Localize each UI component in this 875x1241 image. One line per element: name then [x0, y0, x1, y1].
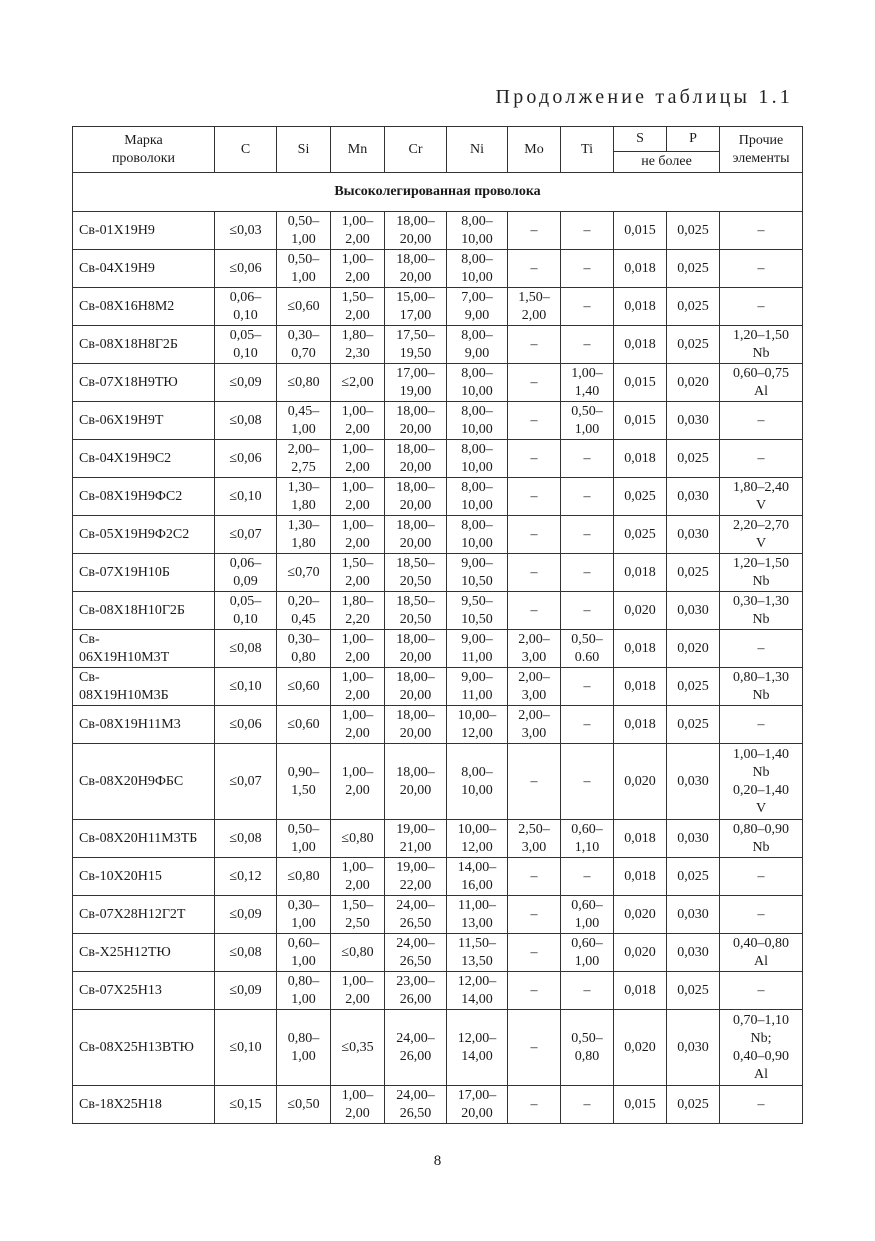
- cell-si: 0,30– 0,80: [277, 630, 331, 668]
- cell-cr: 18,00– 20,00: [385, 516, 447, 554]
- table-row: [73, 630, 803, 668]
- header-p: P: [667, 127, 720, 152]
- cell-other: 1,20–1,50 Nb: [720, 326, 803, 364]
- cell-s: 0,020: [614, 934, 667, 972]
- cell-si: 0,50– 1,00: [277, 820, 331, 858]
- cell-ti: –: [561, 440, 614, 478]
- table-row: [73, 516, 803, 554]
- cell-c: 0,06– 0,09: [215, 554, 277, 592]
- table-row: [73, 668, 803, 706]
- header-ti: Ti: [561, 127, 614, 173]
- cell-mn: 1,00– 2,00: [331, 250, 385, 288]
- cell-other: –: [720, 630, 803, 668]
- table-row: [73, 478, 803, 516]
- cell-p: 0,030: [667, 478, 720, 516]
- cell-cr: 19,00– 21,00: [385, 820, 447, 858]
- cell-si: 1,30– 1,80: [277, 516, 331, 554]
- cell-si: 1,30– 1,80: [277, 478, 331, 516]
- cell-mo: –: [508, 250, 561, 288]
- cell-p: 0,030: [667, 516, 720, 554]
- cell-c: ≤0,06: [215, 440, 277, 478]
- cell-ni: 17,00– 20,00: [447, 1086, 508, 1124]
- cell-ti: –: [561, 326, 614, 364]
- table-row: [73, 554, 803, 592]
- cell-si: 0,50– 1,00: [277, 212, 331, 250]
- cell-s: 0,020: [614, 896, 667, 934]
- cell-si: ≤0,80: [277, 858, 331, 896]
- composition-table: [72, 126, 803, 1124]
- cell-cr: 24,00– 26,00: [385, 1010, 447, 1086]
- header-s: S: [614, 127, 667, 152]
- cell-mark: Св-05Х19Н9Ф2С2: [73, 516, 215, 554]
- cell-mo: 1,50– 2,00: [508, 288, 561, 326]
- cell-ni: 9,50– 10,50: [447, 592, 508, 630]
- cell-c: ≤0,08: [215, 934, 277, 972]
- cell-other: –: [720, 440, 803, 478]
- cell-other: 1,20–1,50 Nb: [720, 554, 803, 592]
- cell-p: 0,025: [667, 212, 720, 250]
- cell-ti: –: [561, 288, 614, 326]
- cell-mark: Св-08Х19Н9ФС2: [73, 478, 215, 516]
- cell-c: ≤0,15: [215, 1086, 277, 1124]
- cell-cr: 23,00– 26,00: [385, 972, 447, 1010]
- cell-p: 0,020: [667, 630, 720, 668]
- cell-cr: 18,00– 20,00: [385, 402, 447, 440]
- cell-s: 0,018: [614, 820, 667, 858]
- cell-mo: –: [508, 212, 561, 250]
- cell-ni: 9,00– 11,00: [447, 668, 508, 706]
- cell-mark: Св-01Х19Н9: [73, 212, 215, 250]
- cell-mn: 1,00– 2,00: [331, 858, 385, 896]
- cell-mo: –: [508, 744, 561, 820]
- cell-mark: Св-18Х25Н18: [73, 1086, 215, 1124]
- cell-s: 0,020: [614, 1010, 667, 1086]
- cell-cr: 18,00– 20,00: [385, 630, 447, 668]
- cell-mo: –: [508, 934, 561, 972]
- cell-mn: 1,50– 2,00: [331, 288, 385, 326]
- cell-ti: –: [561, 554, 614, 592]
- cell-p: 0,030: [667, 402, 720, 440]
- cell-cr: 24,00– 26,50: [385, 1086, 447, 1124]
- cell-cr: 18,00– 20,00: [385, 212, 447, 250]
- cell-s: 0,020: [614, 592, 667, 630]
- cell-c: ≤0,12: [215, 858, 277, 896]
- cell-mo: –: [508, 896, 561, 934]
- cell-si: ≤0,60: [277, 668, 331, 706]
- cell-mn: 1,00– 2,00: [331, 440, 385, 478]
- cell-c: ≤0,09: [215, 364, 277, 402]
- cell-si: ≤0,60: [277, 706, 331, 744]
- cell-p: 0,030: [667, 1010, 720, 1086]
- cell-mo: –: [508, 972, 561, 1010]
- cell-si: 0,80– 1,00: [277, 1010, 331, 1086]
- header-mark: Марка проволоки: [73, 127, 215, 173]
- table-row: [73, 744, 803, 820]
- cell-p: 0,030: [667, 820, 720, 858]
- cell-si: 0,30– 0,70: [277, 326, 331, 364]
- cell-other: –: [720, 858, 803, 896]
- cell-ni: 9,00– 11,00: [447, 630, 508, 668]
- cell-ti: –: [561, 250, 614, 288]
- cell-ti: –: [561, 212, 614, 250]
- cell-p: 0,025: [667, 250, 720, 288]
- cell-cr: 24,00– 26,50: [385, 934, 447, 972]
- cell-si: 0,30– 1,00: [277, 896, 331, 934]
- cell-ni: 7,00– 9,00: [447, 288, 508, 326]
- cell-mo: –: [508, 1086, 561, 1124]
- table-row: [73, 326, 803, 364]
- cell-mark: Св-08Х16Н8М2: [73, 288, 215, 326]
- cell-cr: 18,00– 20,00: [385, 706, 447, 744]
- cell-ti: 0,50– 0.60: [561, 630, 614, 668]
- cell-other: –: [720, 212, 803, 250]
- cell-other: 0,80–1,30 Nb: [720, 668, 803, 706]
- cell-s: 0,025: [614, 478, 667, 516]
- table-row: [73, 250, 803, 288]
- cell-p: 0,025: [667, 858, 720, 896]
- cell-p: 0,025: [667, 554, 720, 592]
- cell-p: 0,025: [667, 706, 720, 744]
- cell-ti: 0,50– 0,80: [561, 1010, 614, 1086]
- cell-other: –: [720, 288, 803, 326]
- cell-ti: –: [561, 592, 614, 630]
- cell-mark: Св-07Х28Н12Г2Т: [73, 896, 215, 934]
- cell-other: –: [720, 1086, 803, 1124]
- cell-mo: 2,50– 3,00: [508, 820, 561, 858]
- cell-s: 0,020: [614, 744, 667, 820]
- cell-mark: Св-04Х19Н9С2: [73, 440, 215, 478]
- cell-mo: –: [508, 402, 561, 440]
- cell-mn: 1,80– 2,20: [331, 592, 385, 630]
- cell-c: 0,06– 0,10: [215, 288, 277, 326]
- cell-ni: 8,00– 10,00: [447, 478, 508, 516]
- cell-mark: Св-10Х20Н15: [73, 858, 215, 896]
- cell-c: ≤0,08: [215, 402, 277, 440]
- cell-mark: Св-08Х20Н11М3ТБ: [73, 820, 215, 858]
- cell-mn: 1,00– 2,00: [331, 1086, 385, 1124]
- cell-s: 0,015: [614, 402, 667, 440]
- cell-c: ≤0,08: [215, 820, 277, 858]
- cell-s: 0,015: [614, 364, 667, 402]
- cell-other: –: [720, 972, 803, 1010]
- table-row: [73, 706, 803, 744]
- cell-mo: –: [508, 554, 561, 592]
- cell-other: 0,30–1,30 Nb: [720, 592, 803, 630]
- cell-c: ≤0,07: [215, 516, 277, 554]
- cell-other: 0,70–1,10 Nb; 0,40–0,90 Al: [720, 1010, 803, 1086]
- cell-ni: 8,00– 10,00: [447, 440, 508, 478]
- header-other: Прочие элементы: [720, 127, 803, 173]
- section-title: Высоколегированная проволока: [73, 173, 803, 212]
- cell-ni: 12,00– 14,00: [447, 972, 508, 1010]
- cell-cr: 18,50– 20,50: [385, 592, 447, 630]
- cell-ni: 8,00– 10,00: [447, 212, 508, 250]
- cell-si: ≤0,60: [277, 288, 331, 326]
- cell-other: 0,40–0,80 Al: [720, 934, 803, 972]
- cell-si: ≤0,50: [277, 1086, 331, 1124]
- cell-s: 0,018: [614, 972, 667, 1010]
- cell-mn: 1,00– 2,00: [331, 402, 385, 440]
- cell-si: 0,60– 1,00: [277, 934, 331, 972]
- cell-mo: –: [508, 440, 561, 478]
- cell-other: 0,60–0,75 Al: [720, 364, 803, 402]
- cell-c: ≤0,09: [215, 972, 277, 1010]
- cell-mn: 1,00– 2,00: [331, 478, 385, 516]
- cell-cr: 18,50– 20,50: [385, 554, 447, 592]
- cell-other: –: [720, 896, 803, 934]
- cell-mo: –: [508, 592, 561, 630]
- cell-cr: 18,00– 20,00: [385, 478, 447, 516]
- cell-s: 0,015: [614, 1086, 667, 1124]
- cell-p: 0,030: [667, 744, 720, 820]
- cell-mn: 1,50– 2,00: [331, 554, 385, 592]
- cell-c: 0,05– 0,10: [215, 592, 277, 630]
- cell-mn: 1,00– 2,00: [331, 668, 385, 706]
- cell-s: 0,018: [614, 858, 667, 896]
- cell-mark: Св-07Х25Н13: [73, 972, 215, 1010]
- cell-mark: Св-04Х19Н9: [73, 250, 215, 288]
- table-row: [73, 212, 803, 250]
- cell-mo: –: [508, 1010, 561, 1086]
- cell-s: 0,025: [614, 516, 667, 554]
- table-row: [73, 402, 803, 440]
- cell-ni: 8,00– 10,00: [447, 250, 508, 288]
- cell-cr: 15,00– 17,00: [385, 288, 447, 326]
- cell-ni: 11,00– 13,00: [447, 896, 508, 934]
- cell-s: 0,018: [614, 554, 667, 592]
- table-row: [73, 288, 803, 326]
- cell-p: 0,030: [667, 934, 720, 972]
- table-caption: Продолжение таблицы 1.1: [495, 86, 793, 108]
- cell-ni: 11,50– 13,50: [447, 934, 508, 972]
- cell-mo: –: [508, 516, 561, 554]
- cell-ti: 0,60– 1,10: [561, 820, 614, 858]
- cell-cr: 17,00– 19,00: [385, 364, 447, 402]
- cell-cr: 18,00– 20,00: [385, 668, 447, 706]
- cell-mo: –: [508, 364, 561, 402]
- cell-mark: Св-07Х18Н9ТЮ: [73, 364, 215, 402]
- header-cr: Cr: [385, 127, 447, 173]
- header-mo: Mo: [508, 127, 561, 173]
- cell-ti: –: [561, 478, 614, 516]
- cell-c: ≤0,08: [215, 630, 277, 668]
- cell-c: 0,05– 0,10: [215, 326, 277, 364]
- table-row: [73, 820, 803, 858]
- cell-si: 0,80– 1,00: [277, 972, 331, 1010]
- cell-mn: 1,50– 2,50: [331, 896, 385, 934]
- cell-other: 0,80–0,90 Nb: [720, 820, 803, 858]
- cell-p: 0,025: [667, 668, 720, 706]
- cell-ni: 8,00– 10,00: [447, 744, 508, 820]
- cell-mark: Св-08Х18Н10Г2Б: [73, 592, 215, 630]
- cell-mark: Св-08Х18Н8Г2Б: [73, 326, 215, 364]
- cell-ni: 8,00– 9,00: [447, 326, 508, 364]
- cell-mn: 1,80– 2,30: [331, 326, 385, 364]
- cell-s: 0,018: [614, 288, 667, 326]
- cell-p: 0,025: [667, 288, 720, 326]
- cell-si: ≤0,70: [277, 554, 331, 592]
- header-not-more: не более: [614, 152, 720, 173]
- cell-ti: 0,60– 1,00: [561, 896, 614, 934]
- cell-c: ≤0,06: [215, 250, 277, 288]
- cell-mn: 1,00– 2,00: [331, 630, 385, 668]
- cell-s: 0,018: [614, 668, 667, 706]
- cell-si: 0,90– 1,50: [277, 744, 331, 820]
- cell-cr: 18,00– 20,00: [385, 744, 447, 820]
- cell-other: –: [720, 706, 803, 744]
- cell-mo: –: [508, 858, 561, 896]
- cell-c: ≤0,03: [215, 212, 277, 250]
- cell-ti: –: [561, 706, 614, 744]
- cell-ni: 8,00– 10,00: [447, 402, 508, 440]
- cell-si: ≤0,80: [277, 364, 331, 402]
- cell-mark: Св-08Х25Н13ВТЮ: [73, 1010, 215, 1086]
- cell-ti: –: [561, 744, 614, 820]
- cell-mark: Св-Х25Н12ТЮ: [73, 934, 215, 972]
- cell-p: 0,020: [667, 364, 720, 402]
- cell-p: 0,025: [667, 440, 720, 478]
- cell-cr: 18,00– 20,00: [385, 440, 447, 478]
- cell-si: 2,00– 2,75: [277, 440, 331, 478]
- header-ni: Ni: [447, 127, 508, 173]
- cell-mn: ≤0,80: [331, 934, 385, 972]
- cell-cr: 18,00– 20,00: [385, 250, 447, 288]
- cell-ni: 12,00– 14,00: [447, 1010, 508, 1086]
- cell-p: 0,025: [667, 1086, 720, 1124]
- cell-c: ≤0,09: [215, 896, 277, 934]
- cell-mark: Св-08Х20Н9ФБС: [73, 744, 215, 820]
- cell-si: 0,20– 0,45: [277, 592, 331, 630]
- cell-mo: 2,00– 3,00: [508, 630, 561, 668]
- cell-ti: 0,50– 1,00: [561, 402, 614, 440]
- cell-cr: 19,00– 22,00: [385, 858, 447, 896]
- cell-other: 1,00–1,40 Nb 0,20–1,40 V: [720, 744, 803, 820]
- cell-mn: 1,00– 2,00: [331, 706, 385, 744]
- cell-ti: –: [561, 516, 614, 554]
- table-row: [73, 592, 803, 630]
- cell-c: ≤0,06: [215, 706, 277, 744]
- table-row: [73, 858, 803, 896]
- cell-other: 1,80–2,40 V: [720, 478, 803, 516]
- table-row: [73, 896, 803, 934]
- cell-mn: 1,00– 2,00: [331, 212, 385, 250]
- cell-ni: 10,00– 12,00: [447, 706, 508, 744]
- cell-mo: –: [508, 326, 561, 364]
- header-c: C: [215, 127, 277, 173]
- cell-ti: 0,60– 1,00: [561, 934, 614, 972]
- table-row: [73, 440, 803, 478]
- cell-ti: 1,00– 1,40: [561, 364, 614, 402]
- cell-ti: –: [561, 858, 614, 896]
- cell-mark: Св- 06Х19Н10М3Т: [73, 630, 215, 668]
- cell-cr: 17,50– 19,50: [385, 326, 447, 364]
- cell-s: 0,018: [614, 440, 667, 478]
- cell-mn: 1,00– 2,00: [331, 972, 385, 1010]
- cell-mn: ≤0,35: [331, 1010, 385, 1086]
- cell-ni: 14,00– 16,00: [447, 858, 508, 896]
- cell-si: 0,45– 1,00: [277, 402, 331, 440]
- table-row: [73, 1010, 803, 1086]
- cell-ni: 10,00– 12,00: [447, 820, 508, 858]
- cell-s: 0,018: [614, 326, 667, 364]
- cell-p: 0,030: [667, 592, 720, 630]
- cell-other: 2,20–2,70 V: [720, 516, 803, 554]
- cell-other: –: [720, 402, 803, 440]
- cell-p: 0,030: [667, 896, 720, 934]
- cell-s: 0,018: [614, 630, 667, 668]
- cell-p: 0,025: [667, 972, 720, 1010]
- cell-mark: Св-08Х19Н11М3: [73, 706, 215, 744]
- page-number: 8: [433, 1153, 442, 1169]
- cell-mn: 1,00– 2,00: [331, 744, 385, 820]
- cell-other: –: [720, 250, 803, 288]
- cell-ni: 9,00– 10,50: [447, 554, 508, 592]
- cell-mo: –: [508, 478, 561, 516]
- cell-si: 0,50– 1,00: [277, 250, 331, 288]
- cell-c: ≤0,07: [215, 744, 277, 820]
- cell-mn: 1,00– 2,00: [331, 516, 385, 554]
- table-row: [73, 934, 803, 972]
- cell-ni: 8,00– 10,00: [447, 364, 508, 402]
- cell-ti: –: [561, 972, 614, 1010]
- cell-s: 0,015: [614, 212, 667, 250]
- table-row: [73, 972, 803, 1010]
- table-row: [73, 1086, 803, 1124]
- cell-ti: –: [561, 1086, 614, 1124]
- cell-cr: 24,00– 26,50: [385, 896, 447, 934]
- cell-s: 0,018: [614, 706, 667, 744]
- cell-mo: 2,00– 3,00: [508, 706, 561, 744]
- cell-ni: 8,00– 10,00: [447, 516, 508, 554]
- cell-c: ≤0,10: [215, 478, 277, 516]
- cell-c: ≤0,10: [215, 1010, 277, 1086]
- cell-mo: 2,00– 3,00: [508, 668, 561, 706]
- cell-mark: Св-06Х19Н9Т: [73, 402, 215, 440]
- header-si: Si: [277, 127, 331, 173]
- cell-mark: Св- 08Х19Н10М3Б: [73, 668, 215, 706]
- cell-c: ≤0,10: [215, 668, 277, 706]
- cell-mn: ≤2,00: [331, 364, 385, 402]
- header-mn: Mn: [331, 127, 385, 173]
- cell-ti: –: [561, 668, 614, 706]
- cell-p: 0,025: [667, 326, 720, 364]
- cell-mark: Св-07Х19Н10Б: [73, 554, 215, 592]
- cell-s: 0,018: [614, 250, 667, 288]
- table-row: [73, 364, 803, 402]
- cell-mn: ≤0,80: [331, 820, 385, 858]
